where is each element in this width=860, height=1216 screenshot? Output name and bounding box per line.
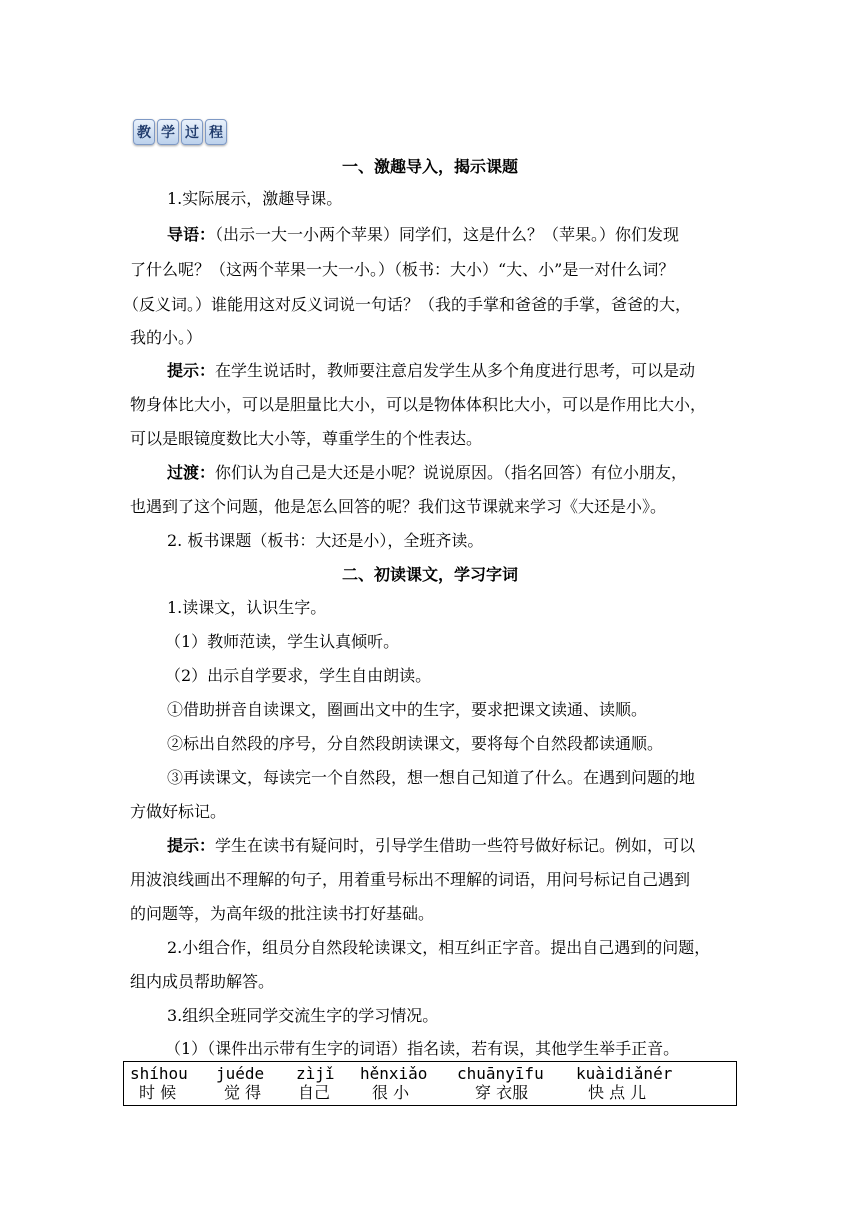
pinyin-word — [360, 1064, 427, 1102]
paragraph: ②标出自然段的序号，分自然段朗读课文，要将每个自然段都读通顺。 — [167, 734, 664, 753]
paragraph-text: 你们认为自己是大还是小呢？说说原因。（指名回答）有位小朋友， — [215, 463, 688, 482]
pinyin-text: hěnxiǎo — [360, 1064, 428, 1083]
hanzi-text: 快 点 儿 — [588, 1083, 647, 1102]
paragraph-line: 了什么呢？（这两个苹果一大一小。）（板书：大小）“大、小”是一对什么词？ — [130, 260, 675, 279]
paragraph-line: 也遇到了这个问题，他是怎么回答的呢？我们这节课就来学习《大还是小》。 — [130, 497, 667, 516]
pinyin-text: juéde — [216, 1064, 265, 1083]
hanzi-text: 时 候 — [139, 1083, 177, 1102]
paragraph-line: 物身体比大小，可以是胆量比大小，可以是物体体积比大小，可以是作用比大小， — [130, 395, 707, 414]
paragraph: 3.组织全班同学交流生字的学习情况。 — [167, 1006, 439, 1025]
pinyin-text: chuānyīfu — [457, 1064, 544, 1083]
section-heading: 一、激趣导入，揭示课题 — [341, 157, 518, 176]
tip-label: 提示： — [167, 361, 216, 380]
paragraph-line: 我的小。） — [130, 328, 203, 347]
pinyin-word — [457, 1064, 544, 1102]
paragraph: （2）出示自学要求，学生自由朗读。 — [165, 666, 432, 685]
guide-label: 导语： — [167, 225, 216, 244]
tip-label: 提示： — [167, 836, 216, 855]
paragraph-line: 组内成员帮助解答。 — [130, 972, 275, 991]
transition-label: 过渡： — [167, 463, 216, 482]
paragraph-text: 学生在读书有疑问时，引导学生借助一些符号做好标记。例如，可以 — [215, 836, 696, 855]
pinyin-word — [296, 1064, 335, 1102]
paragraph — [167, 225, 679, 245]
paragraph — [167, 463, 687, 483]
paragraph-text: （出示一大一小两个苹果）同学们，这是什么？（苹果。）你们发现 — [215, 225, 680, 244]
pinyin-word — [130, 1064, 188, 1102]
hanzi-text: 自己 — [298, 1083, 331, 1102]
hanzi-text: 穿 衣服 — [475, 1083, 529, 1102]
pinyin-text: kuàidiǎnér — [576, 1064, 673, 1083]
pinyin-text: shíhou — [130, 1064, 188, 1083]
paragraph-line: （反义词。）谁能用这对反义词说一句话？（我的手掌和爸爸的手掌，爸爸的大， — [123, 295, 692, 314]
paragraph-line: 用波浪线画出不理解的句子，用着重号标出不理解的词语，用问号标记自己遇到 — [130, 870, 691, 889]
paragraph: 1.读课文，认识生字。 — [167, 598, 327, 617]
paragraph: ①借助拼音自读课文，圈画出文中的生字，要求把课文读通、读顺。 — [167, 700, 648, 719]
paragraph: （1）教师范读，学生认真倾听。 — [165, 632, 400, 651]
pinyin-word-box — [123, 1061, 737, 1106]
paragraph-line: 的问题等，为高年级的批注读书打好基础。 — [130, 904, 435, 923]
paragraph — [167, 361, 695, 381]
badge-char: 教 — [133, 119, 155, 145]
pinyin-text: zìjǐ — [296, 1064, 335, 1083]
pinyin-word — [576, 1064, 672, 1102]
paragraph: 2. 板书课题（板书：大还是小），全班齐读。 — [167, 531, 484, 550]
paragraph — [167, 836, 695, 856]
paragraph: ③再读课文，每读完一个自然段，想一想自己知道了什么。在遇到问题的地 — [167, 768, 696, 787]
badge-char: 学 — [157, 119, 179, 145]
paragraph-line: 方做好标记。 — [130, 802, 227, 821]
paragraph: 2.小组合作，组员分自然段轮读课文，相互纠正字音。提出自己遇到的问题， — [167, 938, 711, 957]
section-badge — [133, 119, 227, 145]
badge-char: 程 — [205, 119, 227, 145]
pinyin-word — [216, 1064, 264, 1102]
hanzi-text: 很 小 — [372, 1083, 410, 1102]
paragraph: 1.实际展示，激趣导课。 — [167, 189, 343, 208]
paragraph-line: 可以是眼镜度数比大小等，尊重学生的个性表达。 — [130, 429, 483, 448]
badge-char: 过 — [181, 119, 203, 145]
hanzi-text: 觉 得 — [224, 1083, 262, 1102]
section-heading: 二、初读课文，学习字词 — [341, 565, 518, 584]
paragraph-text: 在学生说话时，教师要注意启发学生从多个角度进行思考，可以是动 — [215, 361, 696, 380]
paragraph: （1）（课件出示带有生字的词语）指名读，若有误，其他学生举手正音。 — [165, 1039, 680, 1058]
